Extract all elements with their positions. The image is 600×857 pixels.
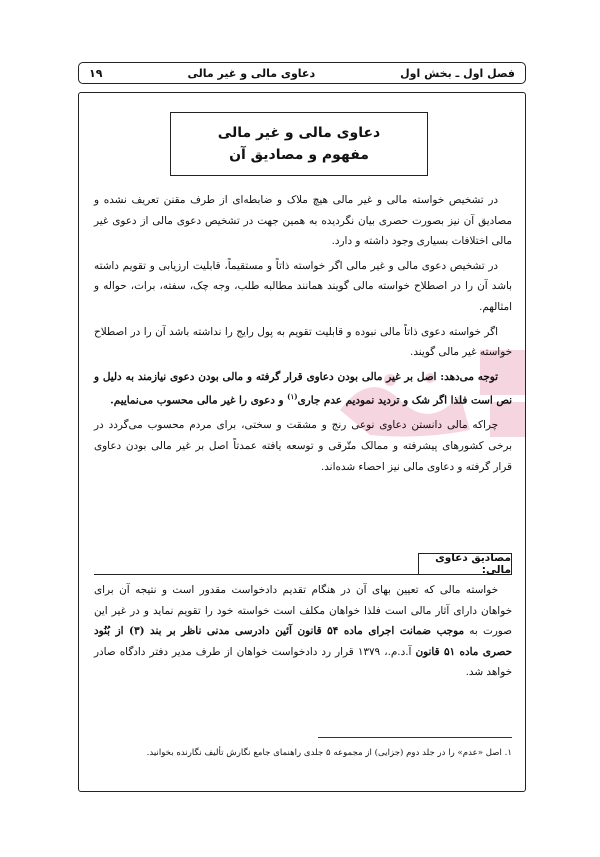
page-number: ۱۹ (89, 66, 103, 80)
bold-text-before: توجه می‌دهد: اصل بر غیر مالی بودن دعاوی قرار گرفته و مالی بودن دعوی نیازمند به دلیل و نص است فلذا اگر شک و تردید نمودیم عدم جاری (94, 370, 512, 407)
running-title: دعاوی مالی و غیر مالی (187, 66, 316, 80)
footnote-mark[interactable]: (۱) (287, 392, 298, 402)
section-bold-text: موجب ضمانت اجرای ماده ۵۴ قانون آئین دادرسی مدنی ناظر بر بند (۳) از بُنُود حصری ماده ۵۱ قانون (94, 625, 512, 658)
paragraph: در تشخیص خواسته مالی و غیر مالی هیچ ملاک و ضابطه‌ای از طرف مقنن تعریف نشده و مصادیق آن نیز بصورت حصری بیان نگردیده به همین جهت در تشخیص دعوی مالی از دعوی غیر مالی اختلافات بسیاری وجود داشته و دارد. (94, 194, 512, 248)
page-header (78, 62, 526, 84)
bold-paragraph (94, 367, 512, 412)
title-line-2: مفهوم و مصادیق آن (229, 147, 369, 163)
section-paragraph: خواسته مالی که تعیین بهای آن در هنگام تقدیم دادخواست مقدور است و نتیجه آن برای خواهان دارای آثار مالی است فلذا خواهان مکلف است خواسته خود را تقویم نماید و در غیر این صورت به موجب ضمانت اجرای ماده ۵۴ قانون آئین دادرسی مدنی ناظر بر بند (۳) از بُنُود حصری ماده ۵۱ قانون آ.د.م.، ۱۳۷۹ قرار رد دادخواست خواهان از طرف مدیر دفتر دادگاه صادر خواهد شد. (94, 584, 512, 679)
footnote: ۱. اصل «عدم» را در جلد دوم (جزایی) از مجموعه ۵ جلدی راهنمای جامع نگارش تألیف نگارنده بخوانید. (146, 748, 512, 758)
chapter-label: فصل اول ـ بخش اول (400, 66, 515, 80)
body-text-top (94, 190, 512, 481)
section-divider (94, 574, 418, 575)
paragraph: در تشخیص دعوی مالی و غیر مالی اگر خواسته ذاتاً و مستقیماً، قابلیت ارزیابی و تقویم داشته باشد آن را در اصطلاح خواسته مالی گویند همانند مطالبه طلب، وجه چک، سفته، برات، حواله و امثالهم. (94, 259, 512, 313)
section-heading: مصادیق دعاوی مالی: (418, 553, 512, 575)
title-line-1: دعاوی مالی و غیر مالی (217, 125, 381, 141)
body-text-section (94, 580, 512, 687)
paragraph: اگر خواسته دعوی ذاتاً مالی نبوده و قابلیت تقویم به پول رایج را نداشته باشد آن را در اصطلاح خواسته غیر مالی گویند. (94, 325, 512, 359)
bold-text-after: و دعوی را غیر مالی محسوب می‌نماییم. (110, 394, 288, 407)
title-box (170, 112, 428, 176)
paragraph: چراکه مالی دانستن دعاوی نوعی رنج و مشقت و سختی، برای مردم محسوب می‌گردد در برخی کشورهای پیشرفته و ممالک متّرقی و توسعه یافته عمدتاً اصل بر غیر مالی بودن دعاوی قرار گرفته و دعاوی مالی نیز احصاء شده‌اند. (94, 419, 512, 473)
footnote-divider (318, 737, 512, 738)
